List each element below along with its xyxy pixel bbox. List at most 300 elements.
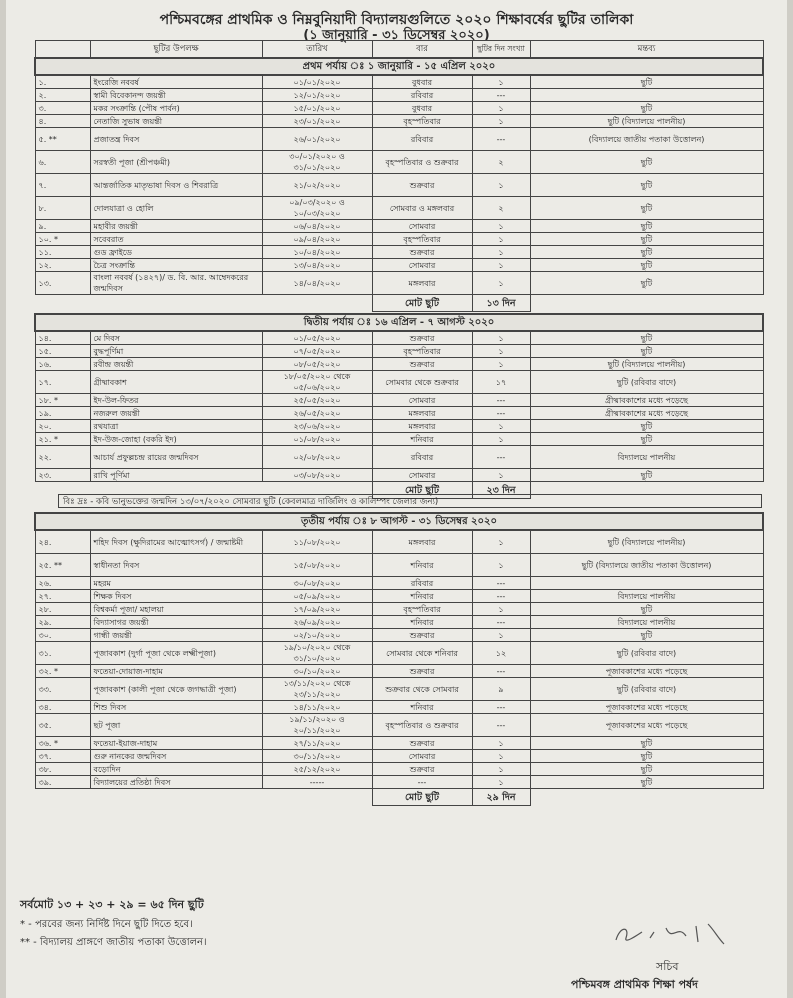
cell-date: ১৭/০৯/২০২০ — [262, 603, 372, 616]
cell-occasion: গান্ধী জয়ন্তী — [90, 629, 262, 642]
cell-serial: ২১. * — [35, 433, 90, 446]
cell-serial: ১০. * — [35, 233, 90, 246]
cell-remark: ছুটি — [530, 102, 763, 115]
cell-date: ৩০/১১/২০২০ — [262, 750, 372, 763]
cell-occasion: ছট পূজা — [90, 714, 262, 737]
cell-remark: ছুটি — [530, 220, 763, 233]
cell-serial: ২৬. — [35, 577, 90, 590]
cell-remark: বিদ্যালয়ে পালনীয় — [530, 446, 763, 469]
cell-occasion: পূজাবকাশ (দুর্গা পূজা থেকে লক্ষ্মীপূজা) — [90, 642, 262, 665]
cell-occasion: স্বামী বিবেকানন্দ জয়ন্তী — [90, 89, 262, 102]
cell-occasion: প্রজাতন্ত্র দিবস — [90, 128, 262, 151]
cell-date: ৩০/১০/২০২০ — [262, 665, 372, 678]
table-row — [35, 629, 763, 642]
cell-remark: ছুটি — [530, 420, 763, 433]
cell-serial: ১১. — [35, 246, 90, 259]
cell-serial: ২৭. — [35, 590, 90, 603]
cell-date: ০২/১০/২০২০ — [262, 629, 372, 642]
cell-day: শনিবার — [372, 590, 472, 603]
table-row — [35, 89, 763, 102]
total-spacer-right — [530, 789, 763, 806]
total-value: ১৩ দিন — [472, 295, 530, 312]
cell-day: সোমবার — [372, 750, 472, 763]
cell-count: ১ — [472, 233, 530, 246]
cell-occasion: ফতেয়া-দোয়াজ-দাহাম — [90, 665, 262, 678]
cell-count: --- — [472, 665, 530, 678]
cell-remark: ছুটি — [530, 776, 763, 789]
cell-day: রবিবার — [372, 89, 472, 102]
cell-occasion: বুদ্ধপূর্ণিমা — [90, 345, 262, 358]
table-row — [35, 272, 763, 295]
cell-date: ৩০/০৮/২০২০ — [262, 577, 372, 590]
cell-remark: ছুটি — [530, 433, 763, 446]
cell-remark: পূজাবকাশের মধ্যে পড়েছে — [530, 665, 763, 678]
section-1-body — [35, 58, 763, 312]
document-page — [6, 0, 787, 998]
holiday-table-part-3 — [34, 512, 764, 806]
cell-remark: ছুটি — [530, 272, 763, 295]
cell-occasion: আন্তর্জাতিক মাতৃভাষা দিবস ও শিবরাত্রি — [90, 174, 262, 197]
header-remark: মন্তব্য — [530, 41, 763, 59]
cell-occasion: ইংরেজি নববর্ষ — [90, 75, 262, 89]
cell-date: ----- — [262, 776, 372, 789]
cell-count: ২ — [472, 197, 530, 220]
cell-day: বৃহস্পতিবার — [372, 345, 472, 358]
header-day: বার — [372, 41, 472, 59]
total-row — [35, 295, 763, 312]
cell-day: শুক্রবার — [372, 629, 472, 642]
table-row — [35, 701, 763, 714]
cell-serial: ৫. ** — [35, 128, 90, 151]
cell-serial: ৩৭. — [35, 750, 90, 763]
cell-remark: ছুটি — [530, 259, 763, 272]
cell-count: ১ — [472, 530, 530, 554]
table-row — [35, 590, 763, 603]
cell-occasion: দোলযাত্রা ও হোলি — [90, 197, 262, 220]
cell-count: ১ — [472, 272, 530, 295]
header-sl — [35, 41, 90, 59]
table-row — [35, 102, 763, 115]
cell-day: মঙ্গলবার — [372, 530, 472, 554]
cell-serial: ১৩. — [35, 272, 90, 295]
cell-day: শুক্রবার — [372, 331, 472, 345]
cell-date: ১৯/১০/২০২০ থেকে ৩১/১০/২০২০ — [262, 642, 372, 665]
cell-occasion: রাখি পূর্ণিমা — [90, 469, 262, 482]
cell-serial: ৩৯. — [35, 776, 90, 789]
cell-remark: গ্রীষ্মাবকাশের মধ্যে পড়েছে — [530, 407, 763, 420]
cell-serial: ৮. — [35, 197, 90, 220]
cell-day: সোমবার — [372, 394, 472, 407]
cell-date: ২৩/০১/২০২০ — [262, 115, 372, 128]
cell-day: সোমবার — [372, 259, 472, 272]
cell-occasion: বিশ্বকর্মা পূজা/ মহালয়া — [90, 603, 262, 616]
cell-serial: ১৫. — [35, 345, 90, 358]
cell-date: ২৫/০৫/২০২০ — [262, 394, 372, 407]
cell-remark — [530, 577, 763, 590]
table-row — [35, 246, 763, 259]
cell-occasion: নজরুল জয়ন্তী — [90, 407, 262, 420]
cell-date: ০৭/০৫/২০২০ — [262, 345, 372, 358]
cell-occasion: স্বাধীনতা দিবস — [90, 554, 262, 577]
cell-day: বৃহস্পতিবার ও শুক্রবার — [372, 151, 472, 174]
cell-day: শুক্রবার — [372, 174, 472, 197]
cell-count: ১২ — [472, 642, 530, 665]
cell-count: --- — [472, 590, 530, 603]
cell-occasion: রবীন্দ্র জয়ন্তী — [90, 358, 262, 371]
cell-count: ১ — [472, 469, 530, 482]
table-row — [35, 151, 763, 174]
cell-count: ১ — [472, 776, 530, 789]
cell-day: বৃহস্পতিবার ও শুক্রবার — [372, 714, 472, 737]
signature — [606, 918, 746, 948]
total-value: ২৯ দিন — [472, 789, 530, 806]
cell-occasion: মকর সংক্রান্তি (পৌষ পার্বন) — [90, 102, 262, 115]
cell-day: শনিবার — [372, 701, 472, 714]
cell-serial: ২২. — [35, 446, 90, 469]
cell-remark: ছুটি — [530, 197, 763, 220]
table-row — [35, 737, 763, 750]
cell-count: ১ — [472, 331, 530, 345]
cell-date: ০৯/০৩/২০২০ ও ১০/০৩/২০২০ — [262, 197, 372, 220]
cell-serial: ১৮. * — [35, 394, 90, 407]
table-row — [35, 115, 763, 128]
cell-serial: ৩৬. * — [35, 737, 90, 750]
cell-count: ১ — [472, 174, 530, 197]
cell-date: ৩০/০১/২০২০ ও ৩১/০১/২০২০ — [262, 151, 372, 174]
cell-serial: ২৩. — [35, 469, 90, 482]
cell-remark: ছুটি — [530, 345, 763, 358]
section-title-row — [35, 58, 763, 75]
cell-count: ১৭ — [472, 371, 530, 394]
cell-date: ১৮/০৫/২০২০ থেকে ০৫/০৬/২০২০ — [262, 371, 372, 394]
cell-day: বৃহস্পতিবার — [372, 603, 472, 616]
header-date: তারিখ — [262, 41, 372, 59]
holiday-table-part-2 — [34, 313, 764, 499]
cell-serial: ১. — [35, 75, 90, 89]
cell-date: ১৩/০৪/২০২০ — [262, 259, 372, 272]
table-row — [35, 530, 763, 554]
cell-remark: ছুটি — [530, 174, 763, 197]
cell-date: ১২/০১/২০২০ — [262, 89, 372, 102]
table-row — [35, 776, 763, 789]
table-row — [35, 665, 763, 678]
cell-serial: ২৪. — [35, 530, 90, 554]
cell-occasion: বাংলা নববর্ষ (১৪২৭)/ ড. বি. আর. আম্বেদকরের জন্মদিবস — [90, 272, 262, 295]
cell-day: রবিবার — [372, 577, 472, 590]
cell-serial: ১৬. — [35, 358, 90, 371]
cell-occasion: গ্রীষ্মাবকাশ — [90, 371, 262, 394]
cell-day: মঙ্গলবার — [372, 407, 472, 420]
footnote-star: * - পরবের জন্য নির্দিষ্ট দিনে ছুটি দিতে হবে। — [20, 919, 193, 930]
cell-day: মঙ্গলবার — [372, 420, 472, 433]
total-label: মোট ছুটি — [372, 789, 472, 806]
table-row — [35, 420, 763, 433]
cell-remark: ছুটি — [530, 629, 763, 642]
cell-serial: ১২. — [35, 259, 90, 272]
cell-count: ১ — [472, 115, 530, 128]
cell-occasion: সরস্বতী পূজা (শ্রীপঞ্চমী) — [90, 151, 262, 174]
table-row — [35, 128, 763, 151]
cell-count: ১ — [472, 763, 530, 776]
cell-count: --- — [472, 616, 530, 629]
cell-remark: ছুটি — [530, 763, 763, 776]
cell-remark: গ্রীষ্মাবকাশের মধ্যে পড়েছে — [530, 394, 763, 407]
cell-day: শনিবার — [372, 433, 472, 446]
cell-remark: পূজাবকাশের মধ্যে পড়েছে — [530, 701, 763, 714]
cell-occasion: মে দিবস — [90, 331, 262, 345]
cell-occasion: বিদ্যালয়ের প্রতিষ্ঠা দিবস — [90, 776, 262, 789]
cell-serial: ৩১. — [35, 642, 90, 665]
cell-date: ০২/০৮/২০২০ — [262, 446, 372, 469]
special-note: বিঃ দ্রঃ - কবি ভানুভক্তের জন্মদিন ১৩/০৭/২০২০ সোমবার ছুটি (কেবলমাত্র দার্জিলিং ও কালিম্পং জেলার জন্য) — [58, 494, 762, 508]
title-line-2: (১ জানুয়ারি - ৩১ ডিসেম্বর ২০২০) — [303, 28, 490, 43]
cell-occasion: ফতেয়া-ইয়াজ-দাহাম — [90, 737, 262, 750]
cell-serial: ৩৮. — [35, 763, 90, 776]
cell-count: ১ — [472, 554, 530, 577]
cell-serial: ৩০. — [35, 629, 90, 642]
cell-occasion: গুরু নানকের জন্মদিবস — [90, 750, 262, 763]
cell-occasion: পূজাবকাশ (কালী পূজা থেকে জগদ্ধাত্রী পূজা) — [90, 678, 262, 701]
cell-day: মঙ্গলবার — [372, 272, 472, 295]
cell-remark: ছুটি (রবিবার বাদে) — [530, 371, 763, 394]
total-spacer-right — [530, 295, 763, 312]
total-spacer — [35, 789, 372, 806]
table-row — [35, 75, 763, 89]
table-row — [35, 220, 763, 233]
cell-day: শুক্রবার — [372, 763, 472, 776]
cell-date: ১৩/১১/২০২০ থেকে ২৩/১১/২০২০ — [262, 678, 372, 701]
cell-count: ১ — [472, 420, 530, 433]
cell-date: ০৫/০৯/২০২০ — [262, 590, 372, 603]
cell-serial: ১৯. — [35, 407, 90, 420]
cell-count: --- — [472, 394, 530, 407]
cell-remark: ছুটি — [530, 151, 763, 174]
cell-occasion: শিক্ষক দিবস — [90, 590, 262, 603]
cell-remark: ছুটি (বিদ্যালয়ে পালনীয়) — [530, 530, 763, 554]
cell-day: শনিবার — [372, 616, 472, 629]
cell-remark: বিদ্যালয়ে পালনীয় — [530, 616, 763, 629]
cell-date: ১০/০৪/২০২০ — [262, 246, 372, 259]
table-row — [35, 678, 763, 701]
table-row — [35, 331, 763, 345]
cell-count: --- — [472, 577, 530, 590]
cell-remark: ছুটি — [530, 233, 763, 246]
cell-serial: ২৯. — [35, 616, 90, 629]
table-row — [35, 358, 763, 371]
cell-date: ২৬/০১/২০২০ — [262, 128, 372, 151]
cell-count: ১ — [472, 629, 530, 642]
cell-remark: ছুটি — [530, 246, 763, 259]
cell-date: ০১/০৫/২০২০ — [262, 331, 372, 345]
section-title-row — [35, 513, 763, 530]
table-row — [35, 714, 763, 737]
cell-day: সোমবার — [372, 469, 472, 482]
section-title: তৃতীয় পর্যায় ঃ ৮ আগস্ট - ৩১ ডিসেম্বর ২০২০ — [35, 513, 763, 530]
cell-count: ১ — [472, 750, 530, 763]
table-row — [35, 642, 763, 665]
cell-occasion: ইদ-উল-ফিতর — [90, 394, 262, 407]
title-line-1: পশ্চিমবঙ্গের প্রাথমিক ও নিম্নবুনিয়াদী বিদ্যালয়গুলিতে ২০২০ শিক্ষাবর্ষের ছুটির তালিকা — [159, 12, 634, 28]
table-row — [35, 750, 763, 763]
cell-date: ২৫/১২/২০২০ — [262, 763, 372, 776]
cell-occasion: গুড ফ্রাইডে — [90, 246, 262, 259]
cell-count: --- — [472, 407, 530, 420]
cell-day: রবিবার — [372, 446, 472, 469]
cell-date: ২১/০২/২০২০ — [262, 174, 372, 197]
cell-day: সোমবার ও মঙ্গলবার — [372, 197, 472, 220]
cell-serial: ১৪. — [35, 331, 90, 345]
cell-serial: ৭. — [35, 174, 90, 197]
cell-serial: ৬. — [35, 151, 90, 174]
cell-occasion: শিশু দিবস — [90, 701, 262, 714]
cell-count: ১ — [472, 75, 530, 89]
cell-date: ১১/০৮/২০২০ — [262, 530, 372, 554]
cell-count: ১ — [472, 603, 530, 616]
cell-day: রবিবার — [372, 128, 472, 151]
cell-remark: ছুটি (বিদ্যালয়ে পালনীয়) — [530, 115, 763, 128]
cell-serial: ১৭. — [35, 371, 90, 394]
cell-remark: ছুটি — [530, 331, 763, 345]
section-title-row — [35, 314, 763, 331]
cell-remark: ছুটি (রবিবার বাদে) — [530, 642, 763, 665]
cell-serial: ২০. — [35, 420, 90, 433]
cell-day: শনিবার — [372, 554, 472, 577]
section-title: প্রথম পর্যায় ঃ ১ জানুয়ারি - ১৫ এপ্রিল ২০২০ — [35, 58, 763, 75]
cell-occasion: ইদ-উজ-জোহা (বকরি ইদ) — [90, 433, 262, 446]
cell-occasion: বড়োদিন — [90, 763, 262, 776]
cell-date: ১৪/১১/২০২০ — [262, 701, 372, 714]
table-row — [35, 603, 763, 616]
cell-count: ১ — [472, 220, 530, 233]
cell-date: ০৩/০৮/২০২০ — [262, 469, 372, 482]
cell-serial: ৯. — [35, 220, 90, 233]
cell-day: শুক্রবার — [372, 665, 472, 678]
cell-serial: ২. — [35, 89, 90, 102]
cell-remark: ছুটি — [530, 750, 763, 763]
grand-total: সর্বমোট ১৩ + ২৩ + ২৯ = ৬৫ দিন ছুটি — [20, 898, 204, 911]
cell-serial: ৩. — [35, 102, 90, 115]
table-row — [35, 371, 763, 394]
cell-serial: ৩৪. — [35, 701, 90, 714]
cell-date: ০১/০১/২০২০ — [262, 75, 372, 89]
cell-count: ১ — [472, 102, 530, 115]
cell-date: ২৭/১১/২০২০ — [262, 737, 372, 750]
cell-remark: ছুটি — [530, 603, 763, 616]
cell-serial: ৪. — [35, 115, 90, 128]
cell-date: ১৪/০৪/২০২০ — [262, 272, 372, 295]
cell-day: শুক্রবার — [372, 737, 472, 750]
cell-serial: ৩৩. — [35, 678, 90, 701]
cell-count: --- — [472, 89, 530, 102]
cell-occasion: শহিদ দিবস (ক্ষুদিরামের আত্মোৎসর্গ) / জন্মাষ্টমী — [90, 530, 262, 554]
cell-day: --- — [372, 776, 472, 789]
cell-day: বৃহস্পতিবার — [372, 233, 472, 246]
cell-day: শুক্রবার — [372, 358, 472, 371]
cell-date: ০৬/০৪/২০২০ — [262, 220, 372, 233]
table-row — [35, 174, 763, 197]
cell-remark: ছুটি (বিদ্যালয়ে পালনীয়) — [530, 358, 763, 371]
cell-date: ০৯/০৪/২০২০ — [262, 233, 372, 246]
cell-count: --- — [472, 701, 530, 714]
total-spacer — [35, 295, 372, 312]
cell-count: ৯ — [472, 678, 530, 701]
cell-remark: বিদ্যালয়ে পালনীয় — [530, 590, 763, 603]
total-label: মোট ছুটি — [372, 295, 472, 312]
cell-date: ০১/০৮/২০২০ — [262, 433, 372, 446]
header-count: ছুটির দিন সংখ্যা — [472, 41, 530, 59]
cell-remark: ছুটি (রবিবার বাদে) — [530, 678, 763, 701]
cell-occasion: মহাবীর জয়ন্তী — [90, 220, 262, 233]
table-row — [35, 554, 763, 577]
footnote-double-star: ** - বিদ্যালয় প্রাঙ্গণে জাতীয় পতাকা উত্তোলন। — [20, 937, 207, 948]
cell-remark: পূজাবকাশের মধ্যে পড়েছে — [530, 714, 763, 737]
section-3-body — [35, 513, 763, 806]
cell-serial: ৩৫. — [35, 714, 90, 737]
cell-remark — [530, 89, 763, 102]
cell-count: --- — [472, 446, 530, 469]
cell-serial: ৩২. * — [35, 665, 90, 678]
total-row — [35, 789, 763, 806]
table-row — [35, 469, 763, 482]
cell-count: ১ — [472, 345, 530, 358]
cell-occasion: চৈত্র সংক্রান্তি — [90, 259, 262, 272]
cell-occasion: আচার্য প্রফুল্লচন্দ্র রায়ের জন্মদিবস — [90, 446, 262, 469]
cell-day: সোমবার — [372, 220, 472, 233]
table-row — [35, 394, 763, 407]
cell-occasion: সবেবরাত — [90, 233, 262, 246]
cell-occasion: মহরম — [90, 577, 262, 590]
cell-count: ১ — [472, 246, 530, 259]
cell-day: শুক্রবার — [372, 246, 472, 259]
signer-organization: পশ্চিমবঙ্গ প্রাথমিক শিক্ষা পর্ষদ — [571, 978, 698, 991]
table-row — [35, 446, 763, 469]
cell-day: সোমবার থেকে শুক্রবার — [372, 371, 472, 394]
cell-day: বৃহস্পতিবার — [372, 115, 472, 128]
cell-count: --- — [472, 128, 530, 151]
table-row — [35, 345, 763, 358]
cell-date: ২৬/০৫/২০২০ — [262, 407, 372, 420]
total-label: মোট ছুটি — [372, 482, 472, 499]
table-row — [35, 763, 763, 776]
cell-count: ১ — [472, 433, 530, 446]
cell-serial: ২৫. ** — [35, 554, 90, 577]
section-2-body — [35, 314, 763, 499]
cell-date: ২৬/০৯/২০২০ — [262, 616, 372, 629]
table-row — [35, 233, 763, 246]
cell-count: ১ — [472, 259, 530, 272]
holiday-table-part-1 — [34, 40, 764, 312]
cell-remark: (বিদ্যালয়ে জাতীয় পতাকা উত্তোলন) — [530, 128, 763, 151]
cell-date: ১৫/০১/২০২০ — [262, 102, 372, 115]
cell-date: ২৩/০৬/২০২০ — [262, 420, 372, 433]
table-row — [35, 433, 763, 446]
cell-count: ১ — [472, 737, 530, 750]
cell-date: ১৯/১১/২০২০ ও ২০/১১/২০২০ — [262, 714, 372, 737]
cell-day: বুধবার — [372, 75, 472, 89]
cell-remark: ছুটি — [530, 75, 763, 89]
cell-date: ০৮/০৫/২০২০ — [262, 358, 372, 371]
cell-serial: ২৮. — [35, 603, 90, 616]
cell-day: বুধবার — [372, 102, 472, 115]
header-occasion: ছুটির উপলক্ষ — [90, 41, 262, 59]
table-row — [35, 577, 763, 590]
section-title: দ্বিতীয় পর্যায় ঃ ১৬ এপ্রিল - ৭ আগস্ট ২০২০ — [35, 314, 763, 331]
table-row — [35, 259, 763, 272]
cell-occasion: বিদ্যাসাগর জয়ন্তী — [90, 616, 262, 629]
cell-count: ২ — [472, 151, 530, 174]
signer-title: সচিব — [656, 960, 679, 973]
cell-count: ১ — [472, 358, 530, 371]
